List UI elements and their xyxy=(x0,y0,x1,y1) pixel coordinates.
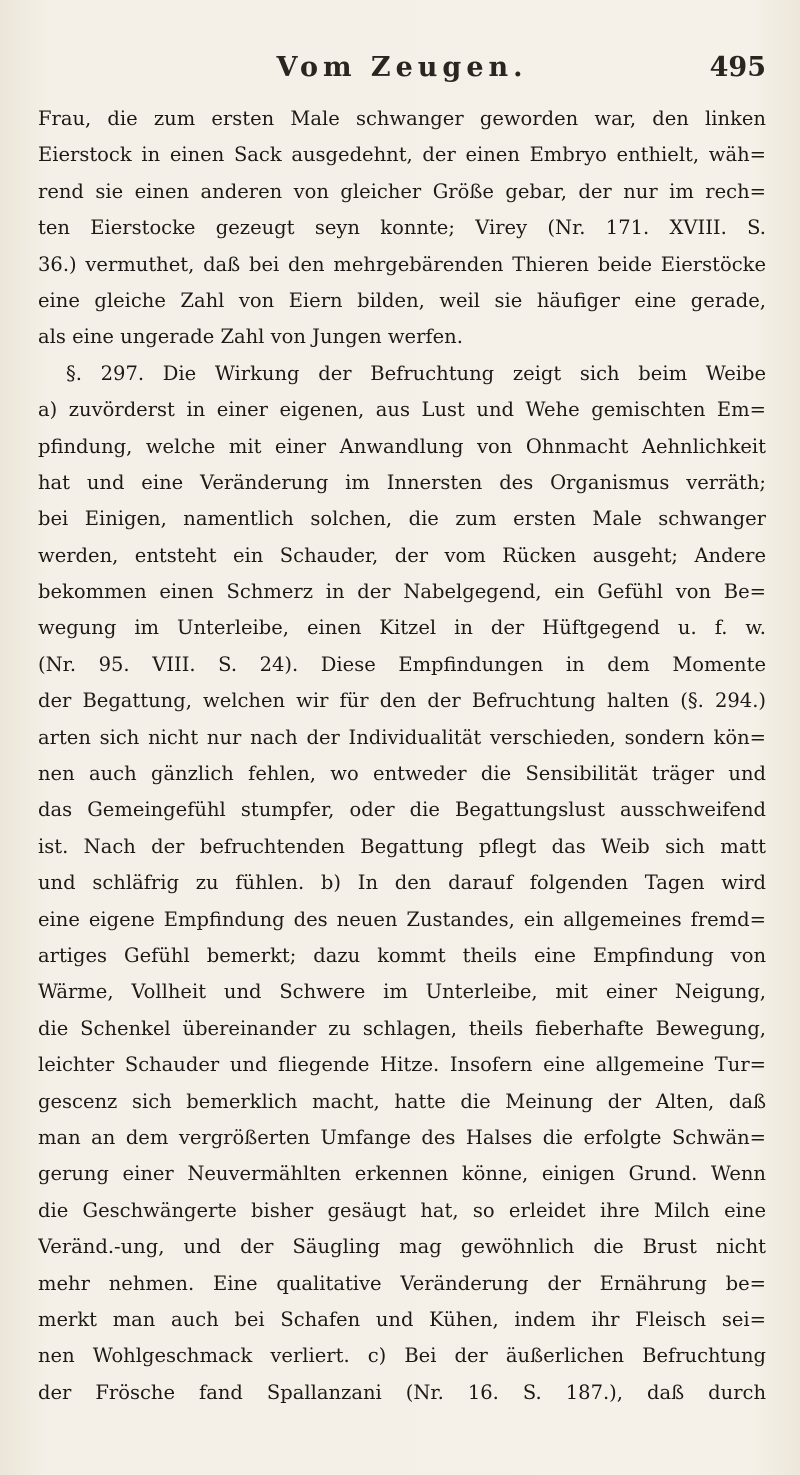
text-line: und schläfrig zu fühlen. b) In den darauf folgenden Tagen wird xyxy=(38,871,766,895)
text-line: (Nr. 95. VIII. S. 24). Diese Empfindungen in dem Momente xyxy=(38,652,766,676)
page-number: 495 xyxy=(709,52,766,83)
text-line: eine gleiche Zahl von Eiern bilden, weil sie häufiger eine gerade, xyxy=(38,288,766,312)
text-line: a) zuvörderst in einer eigenen, aus Lust und Wehe gemischten Em= xyxy=(38,398,766,422)
text-line: mehr nehmen. Eine qualitative Veränderung der Ernährung be= xyxy=(38,1271,766,1295)
text-line: Frau, die zum ersten Male schwanger geworden war, den linken xyxy=(38,107,766,130)
text-line: ist. Nach der befruchtenden Begattung pflegt das Weib sich matt xyxy=(38,834,766,858)
text-line: ten Eierstocke gezeugt seyn konnte; Virey (Nr. 171. XVIII. S. xyxy=(38,216,766,240)
text-line: als eine ungerade Zahl von Jungen werfen. xyxy=(38,325,463,349)
page-header xyxy=(38,52,766,92)
text-line: arten sich nicht nur nach der Individualität verschieden, sondern kön= xyxy=(38,725,766,749)
text-line: man an dem vergrößerten Umfange des Halses die erfolgte Schwän= xyxy=(38,1125,766,1149)
text-line: die Schenkel übereinander zu schlagen, theils fieberhafte Bewegung, xyxy=(38,1016,766,1040)
text-line: nen auch gänzlich fehlen, wo entweder die Sensibilität träger und xyxy=(38,762,766,786)
text-line: bei Einigen, namentlich solchen, die zum ersten Male schwanger xyxy=(38,507,766,531)
text-line: wegung im Unterleibe, einen Kitzel in der Hüftgegend u. f. w. xyxy=(38,616,766,640)
text-line: 36.) vermuthet, daß bei den mehrgebärenden Thieren beide Eierstöcke xyxy=(38,252,766,276)
text-line: Wärme, Vollheit und Schwere im Unterleibe, mit einer Neigung, xyxy=(38,980,766,1004)
text-line: Eierstock in einen Sack ausgedehnt, der einen Embryo enthielt, wäh= xyxy=(38,143,766,167)
running-title: Vom Zeugen. xyxy=(276,52,528,83)
text-line: hat und eine Veränderung im Innersten des Organismus verräth; xyxy=(38,470,766,494)
text-line: gescenz sich bemerklich macht, hatte die Meinung der Alten, daß xyxy=(38,1089,766,1113)
text-line: bekommen einen Schmerz in der Nabelgegend, ein Gefühl von Be= xyxy=(38,580,766,604)
text-line: leichter Schauder und fliegende Hitze. Insofern eine allgemeine Tur= xyxy=(38,1053,766,1077)
text-line: der Begattung, welchen wir für den der Befruchtung halten (§. 294.) xyxy=(38,689,766,713)
text-line: nen Wohlgeschmack verliert. c) Bei der äußerlichen Befruchtung xyxy=(38,1344,766,1368)
text-line: artiges Gefühl bemerkt; dazu kommt theils eine Empfindung von xyxy=(38,943,766,967)
text-line: das Gemeingefühl stumpfer, oder die Begattungslust ausschweifend xyxy=(38,798,766,822)
text-line: rend sie einen anderen von gleicher Größe gebar, der nur im rech= xyxy=(38,179,766,203)
paragraph-start-line: §. 297. Die Wirkung der Befruchtung zeigt sich beim Weibe xyxy=(66,361,766,385)
text-line: gerung einer Neuvermählten erkennen könne, einigen Grund. Wenn xyxy=(38,1162,766,1186)
body-text xyxy=(38,101,766,1411)
text-line: der Frösche fand Spallanzani (Nr. 16. S. 187.), daß durch xyxy=(38,1380,766,1404)
text-line: werden, entsteht ein Schauder, der vom Rücken ausgeht; Andere xyxy=(38,543,766,567)
text-line: die Geschwängerte bisher gesäugt hat, so erleidet ihre Milch eine xyxy=(38,1198,766,1222)
text-line: merkt man auch bei Schafen und Kühen, indem ihr Fleisch sei= xyxy=(38,1307,766,1331)
text-line: Veränd.-ung, und der Säugling mag gewöhnlich die Brust nicht xyxy=(38,1235,766,1259)
text-line: eine eigene Empfindung des neuen Zustandes, ein allgemeines fremd= xyxy=(38,907,766,931)
text-line: pfindung, welche mit einer Anwandlung von Ohnmacht Aehnlichkeit xyxy=(38,434,766,458)
